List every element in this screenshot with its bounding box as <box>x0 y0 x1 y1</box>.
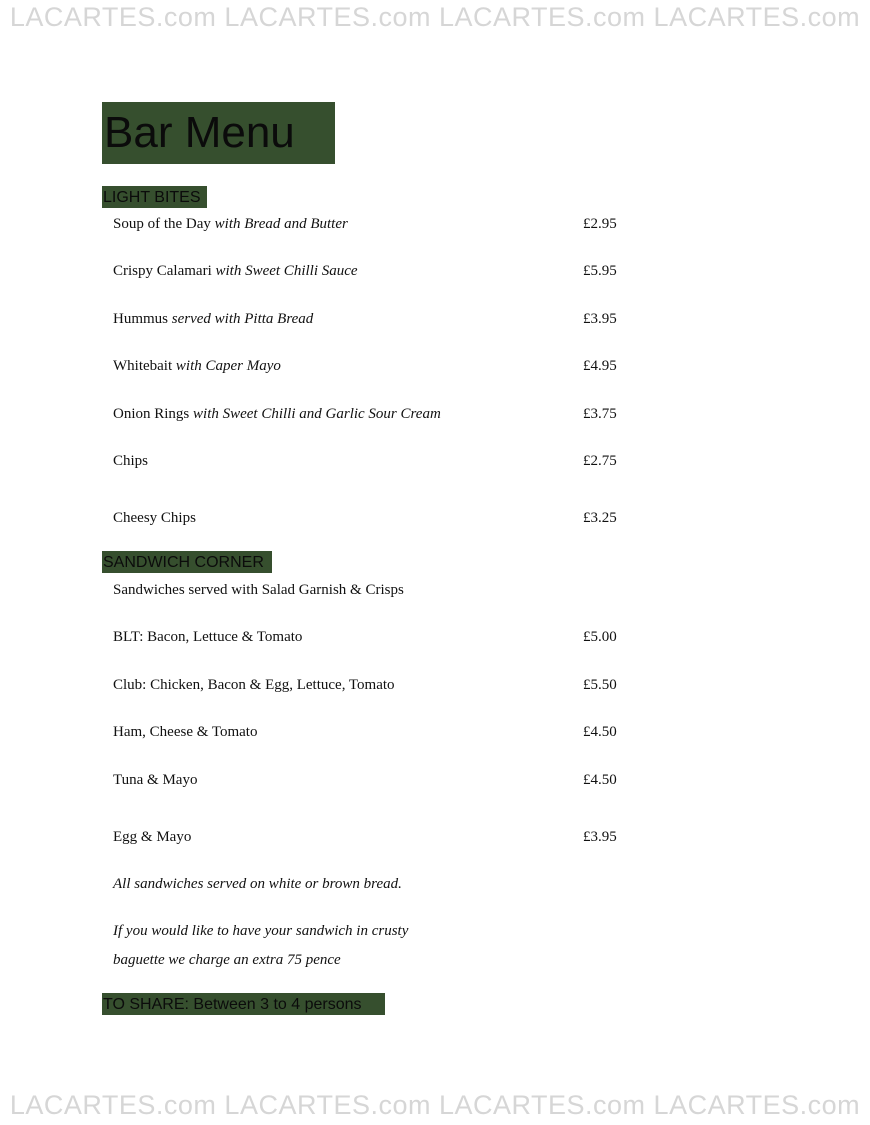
menu-item-cheesy-chips <box>113 509 196 527</box>
menu-item-chips <box>113 452 148 470</box>
item-price: £2.75 <box>583 453 617 469</box>
item-price: £5.00 <box>583 629 617 645</box>
item-name: Soup of the Day <box>113 216 211 232</box>
item-name: Whitebait <box>113 358 173 374</box>
item-name: Chips <box>113 453 149 469</box>
item-description: with Bread and Butter <box>214 216 348 232</box>
note-bread: All sandwiches served on white or brown bread. <box>113 876 402 892</box>
note-baguette-line2: baguette we charge an extra 75 pence <box>113 952 341 968</box>
item-price: £3.95 <box>583 829 617 845</box>
menu-item-tuna-mayo: Tuna & Mayo <box>113 772 198 788</box>
note-baguette-line1: If you would like to have your sandwich in crusty <box>113 923 409 939</box>
item-price: £5.50 <box>583 677 617 693</box>
menu-item-soup <box>113 215 348 233</box>
section-heading-to-share: TO SHARE: Between 3 to 4 persons <box>102 993 385 1015</box>
item-description: served with Pitta Bread <box>171 311 314 327</box>
item-description: with Caper Mayo <box>175 358 281 374</box>
item-price: £3.95 <box>583 311 617 327</box>
item-name: Hummus <box>113 311 169 327</box>
item-price: £3.75 <box>583 406 617 422</box>
item-price: £2.95 <box>583 216 617 232</box>
item-description: with Sweet Chilli Sauce <box>215 263 358 279</box>
section-heading-sandwich-corner: SANDWICH CORNER <box>102 551 272 573</box>
menu-item-blt: BLT: Bacon, Lettuce & Tomato <box>113 629 303 645</box>
item-price: £3.25 <box>583 510 617 526</box>
sandwich-intro: Sandwiches served with Salad Garnish & Crisps <box>113 582 404 598</box>
item-price: £4.50 <box>583 772 617 788</box>
item-name: Cheesy Chips <box>113 510 196 526</box>
menu-item-calamari <box>113 262 358 280</box>
menu-item-whitebait <box>113 357 281 375</box>
item-price: £5.95 <box>583 263 617 279</box>
menu-item-ham-cheese: Ham, Cheese & Tomato <box>113 724 258 740</box>
watermark-bottom: LACARTES.com LACARTES.com LACARTES.com LACARTES.com <box>9 1090 861 1120</box>
item-description: with Sweet Chilli and Garlic Sour Cream <box>193 406 441 422</box>
section-heading-light-bites: LIGHT BITES <box>102 186 207 208</box>
menu-item-club: Club: Chicken, Bacon & Egg, Lettuce, Tomato <box>113 677 395 693</box>
item-name: Onion Rings <box>113 406 190 422</box>
page-title: Bar Menu <box>102 102 335 164</box>
watermark-top: LACARTES.com LACARTES.com LACARTES.com LACARTES.com <box>9 2 861 32</box>
item-price: £4.95 <box>583 358 617 374</box>
menu-item-egg-mayo: Egg & Mayo <box>113 829 192 845</box>
menu-item-onion-rings <box>113 405 441 423</box>
menu-item-hummus <box>113 310 313 328</box>
item-name: Crispy Calamari <box>113 263 212 279</box>
item-price: £4.50 <box>583 724 617 740</box>
